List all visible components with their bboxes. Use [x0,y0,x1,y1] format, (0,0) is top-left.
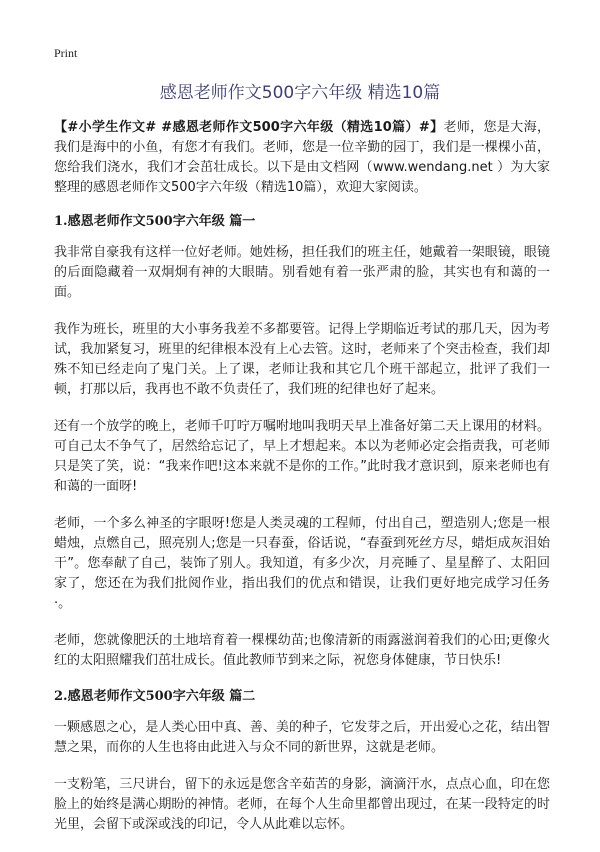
document-title: 感恩老师作文500字六年级 精选10篇 [159,83,441,103]
paragraph: 老师，您就像肥沃的土地培育着一棵棵幼苗;也像清新的雨露滋润着我们的心田;更像火红的太阳照耀我们茁壮成长。值此教师节到来之际，祝您身体健康，节日快乐! [54,633,550,668]
paragraph: 还有一个放学的晚上，老师千叮咛万嘱咐地叫我明天早上准备好第二天上课用的材料。可自己太不争气了，居然给忘记了，早上才想起来。本以为老师必定会指责我，可老师只是笑了笑，说：“我来作吧!这本来就不是你的工作。”此时我才意识到，原来老师也有和蔼的一面呀! [54,419,550,494]
section-heading: 2.感恩老师作文500字六年级 篇二 [54,689,256,704]
print-link[interactable]: Print [54,46,78,60]
intro-paragraph [54,118,550,198]
paragraph: 一支粉笔，三尺讲台，留下的永远是您含辛茹苦的身影，滴滴汗水，点点心血，印在您脸上的始终是满心期盼的神情。老师，在每个人生命里都曾出现过，在某一段特定的时光里，会留下或深或浅的印记，令人从此难以忘怀。 [54,777,550,832]
intro-tags: 【#小学生作文# #感恩老师作文500字六年级（精选10篇）#】 [54,120,444,135]
document-body [54,118,550,852]
intro-text: 老师，您是大海，我们是海中的小鱼，有您才有我们。老师，您是一位辛勤的园丁，我们是一棵棵小苗，您给我们浇水，我们才会茁壮成长。以下是由文档网（www.wendang.net ）为大家整理的感恩老师作文500字六年级（精选10篇），欢迎大家阅读。 [54,120,550,195]
paragraph: 我作为班长，班里的大小事务我差不多都要管。记得上学期临近考试的那几天，因为考试，我加紧复习，班里的纪律根本没有上心去管。这时，老师来了个突击检查，我们却殊不知已经走向了鬼门关。上了课，老师让我和其它几个班干部起立，批评了我们一顿，打那以后，我再也不敢不负责任了，我们班的纪律也好了起来。 [54,322,550,397]
paragraph: 老师，一个多么神圣的字眼呀!您是人类灵魂的工程师，付出自己，塑造别人;您是一根蜡烛，点燃自己，照亮别人;您是一只春蚕，俗话说，“春蚕到死丝方尽，蜡炬成灰泪始干”。您奉献了自己，装饰了别人。我知道，有多少次，月亮睡了、星星醉了、太阳回家了，您还在为我们批阅作业，指出我们的优点和错误，让我们更好地完成学习任务·。 [54,516,550,611]
section-heading: 1.感恩老师作文500字六年级 篇一 [54,214,256,229]
paragraph: 我非常自豪我有这样一位好老师。她姓杨，担任我们的班主任，她戴着一架眼镜，眼镜的后面隐藏着一双炯炯有神的大眼睛。别看她有着一张严肃的脸，其实也有和蔼的一面。 [54,245,550,300]
paragraph: 一颗感恩之心，是人类心田中真、善、美的种子，它发芽之后，开出爱心之花，结出智慧之果，而你的人生也将由此进入与众不同的新世界，这就是老师。 [54,720,550,755]
